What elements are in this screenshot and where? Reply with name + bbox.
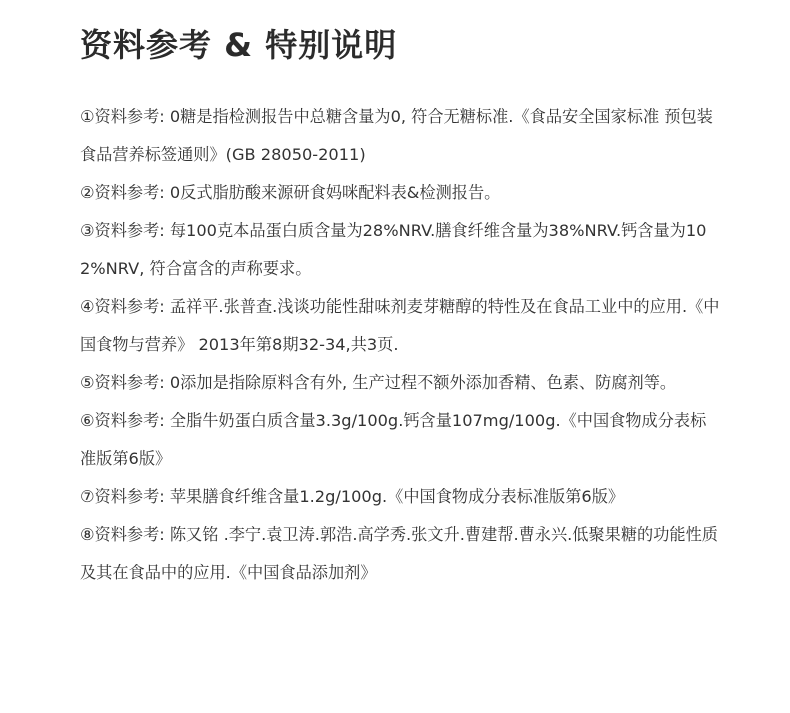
reference-note-3: ③资料参考: 每100克本品蛋白质含量为28%NRV.膳食纤维含量为38%NRV.钙含量为102%NRV, 符合富含的声称要求。 bbox=[80, 221, 707, 278]
reference-note-4: ④资料参考: 孟祥平.张普查.浅谈功能性甜味剂麦芽糖醇的特性及在食品工业中的应用.《中国食物与营养》 2013年第8期32-34,共3页. bbox=[80, 297, 720, 354]
reference-note-7: ⑦资料参考: 苹果膳食纤维含量1.2g/100g.《中国食物成分表标准版第6版》 bbox=[80, 487, 625, 506]
reference-note-5: ⑤资料参考: 0添加是指除原料含有外, 生产过程不额外添加香精、色素、防腐剂等。 bbox=[80, 373, 677, 392]
document-page bbox=[80, 22, 720, 592]
reference-note-8: ⑧资料参考: 陈又铭 .李宁.袁卫涛.郭浩.高学秀.张文升.曹建帮.曹永兴.低聚果糖的功能性质及其在食品中的应用.《中国食品添加剂》 bbox=[80, 525, 718, 582]
reference-note-2: ②资料参考: 0反式脂肪酸来源研食妈咪配料表&检测报告。 bbox=[80, 183, 501, 202]
reference-notes-list bbox=[80, 98, 720, 592]
reference-note-1: ①资料参考: 0糖是指检测报告中总糖含量为0, 符合无糖标准.《食品安全国家标准 预包装食品营养标签通则》(GB 28050-2011) bbox=[80, 107, 713, 164]
page-title: 资料参考 & 特别说明 bbox=[80, 26, 398, 64]
reference-note-6: ⑥资料参考: 全脂牛奶蛋白质含量3.3g/100g.钙含量107mg/100g.《中国食物成分表标准版第6版》 bbox=[80, 411, 707, 468]
